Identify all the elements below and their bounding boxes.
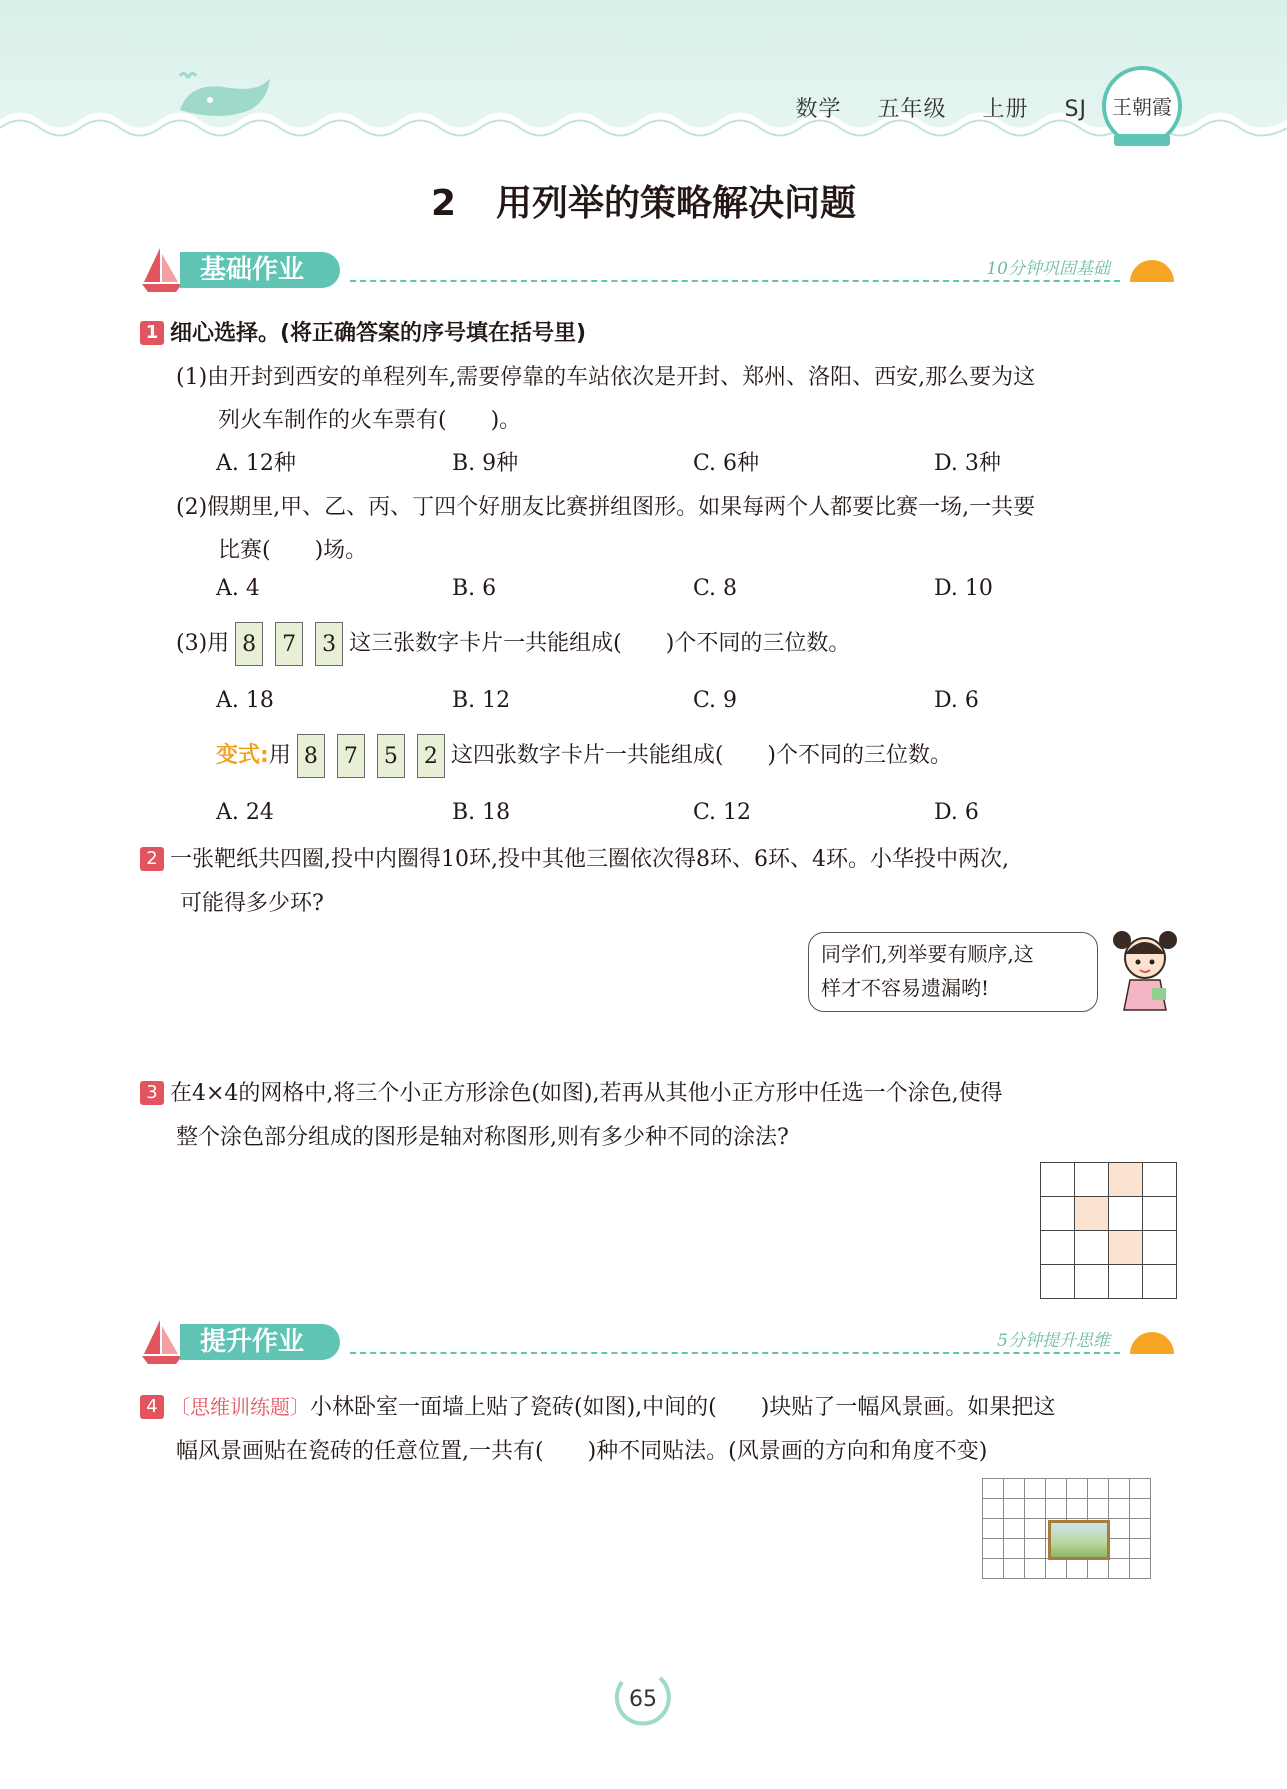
q1-variant-line <box>216 734 952 778</box>
variant-suffix: 这四张数字卡片一共能组成( )个不同的三位数。 <box>450 743 952 768</box>
q1-p1-option-a[interactable]: A. 12种 <box>216 451 296 476</box>
tile-cell <box>1067 1499 1088 1519</box>
landscape-painting <box>1048 1520 1110 1560</box>
tile-cell <box>1046 1499 1067 1519</box>
q1-stem <box>140 316 586 347</box>
q2-text-line1: 一张靶纸共四圈,投中内圈得10环,投中其他三圈依次得8环、6环、4环。小华投中两次, <box>170 847 1009 872</box>
tile-cell <box>983 1519 1004 1539</box>
page-title <box>0 175 1287 226</box>
digit-card: 8 <box>297 734 325 778</box>
q1-p3-option-b[interactable]: B. 12 <box>452 688 511 713</box>
variant-prefix: 用 <box>268 743 291 768</box>
q2-line1 <box>140 842 1009 873</box>
volume-label: 上册 <box>982 97 1029 122</box>
tile-cell <box>1025 1559 1046 1579</box>
q2-number: 2 <box>140 847 164 871</box>
variant-label: 变式: <box>216 743 269 768</box>
basic-section-label: 基础作业 <box>180 252 340 288</box>
edition-label: SJ <box>1064 97 1087 122</box>
whale-icon <box>170 70 280 125</box>
digit-card: 2 <box>417 734 445 778</box>
page-number: 65 <box>629 1687 657 1712</box>
q1-p3-prefix: (3)用 <box>176 631 230 656</box>
q3-number: 3 <box>140 1081 164 1105</box>
girl-character-icon <box>1110 928 1180 1014</box>
grid-cell-shaded <box>1109 1231 1143 1265</box>
tile-cell <box>1025 1479 1046 1499</box>
grid-cell-shaded <box>1075 1197 1109 1231</box>
variant-option-a[interactable]: A. 24 <box>216 800 274 825</box>
digit-card: 7 <box>275 622 303 666</box>
section-divider <box>350 1352 1120 1354</box>
grid-cell <box>1109 1265 1143 1299</box>
tile-cell <box>1046 1559 1067 1579</box>
variant-option-b[interactable]: B. 18 <box>452 800 511 825</box>
sun-icon <box>1124 254 1180 284</box>
q1-p2-option-c[interactable]: C. 8 <box>693 576 738 601</box>
four-by-four-grid <box>1040 1162 1177 1299</box>
tile-cell <box>1004 1519 1025 1539</box>
grid-cell <box>1041 1163 1075 1197</box>
subject-label: 数学 <box>795 97 842 122</box>
digit-card: 3 <box>315 622 343 666</box>
q1-p3-option-c[interactable]: C. 9 <box>693 688 738 713</box>
grid-cell <box>1143 1265 1177 1299</box>
sun-icon <box>1124 1326 1180 1356</box>
q1-p2-line2: 比赛( )场。 <box>218 538 368 563</box>
variant-option-d[interactable]: D. 6 <box>934 800 979 825</box>
tile-cell <box>1130 1539 1151 1559</box>
grid-cell <box>1075 1231 1109 1265</box>
tile-cell <box>1004 1499 1025 1519</box>
tile-cell <box>983 1479 1004 1499</box>
q1-p1-line1: (1)由开封到西安的单程列车,需要停靠的车站依次是开封、郑州、洛阳、西安,那么要为这 <box>176 365 1036 390</box>
q1-p3-line <box>176 622 850 666</box>
brand-name: 王朝霞 <box>1112 95 1172 119</box>
hint-line2: 样才不容易遗漏哟! <box>821 976 990 1000</box>
tile-cell <box>1109 1539 1130 1559</box>
grid-cell <box>1041 1197 1075 1231</box>
q4-line1 <box>140 1390 1055 1421</box>
q4-tag: 〔思维训练题〕 <box>170 1395 310 1419</box>
q1-p3-option-a[interactable]: A. 18 <box>216 688 274 713</box>
tile-cell <box>1004 1539 1025 1559</box>
grade-label: 五年级 <box>877 97 947 122</box>
q4-text-line1: 小林卧室一面墙上贴了瓷砖(如图),中间的( )块贴了一幅风景画。如果把这 <box>310 1395 1056 1420</box>
sailboat-icon <box>140 1318 184 1366</box>
grid-cell <box>1075 1163 1109 1197</box>
q1-p2-option-d[interactable]: D. 10 <box>934 576 993 601</box>
q1-p2-option-a[interactable]: A. 4 <box>216 576 260 601</box>
tile-cell <box>1109 1479 1130 1499</box>
hint-speech-bubble <box>808 932 1098 1012</box>
tile-cell <box>1130 1519 1151 1539</box>
tile-cell <box>983 1559 1004 1579</box>
section-divider <box>350 280 1120 282</box>
advanced-section-note: 5分钟提升思维 <box>997 1331 1110 1351</box>
tile-cell <box>983 1539 1004 1559</box>
tile-cell <box>1067 1479 1088 1499</box>
advanced-section-label: 提升作业 <box>180 1324 340 1360</box>
tile-cell <box>1109 1559 1130 1579</box>
grid-cell <box>1041 1265 1075 1299</box>
basic-section-banner <box>140 246 1180 294</box>
lesson-number: 2 <box>430 183 457 224</box>
grid-cell <box>1109 1197 1143 1231</box>
grid-cell <box>1143 1231 1177 1265</box>
q1-p2-line1: (2)假期里,甲、乙、丙、丁四个好朋友比赛拼组图形。如果每两个人都要比赛一场,一共要 <box>176 495 1036 520</box>
digit-card: 7 <box>337 734 365 778</box>
variant-option-c[interactable]: C. 12 <box>693 800 752 825</box>
q1-p1-option-d[interactable]: D. 3种 <box>934 451 1001 476</box>
tile-cell <box>1004 1479 1025 1499</box>
q4-line2: 幅风景画贴在瓷砖的任意位置,一共有( )种不同贴法。(风景画的方向和角度不变) <box>176 1439 988 1464</box>
tile-cell <box>1130 1499 1151 1519</box>
q1-p1-option-b[interactable]: B. 9种 <box>452 451 519 476</box>
tile-cell <box>1088 1559 1109 1579</box>
tile-cell <box>1046 1479 1067 1499</box>
q3-line2: 整个涂色部分组成的图形是轴对称图形,则有多少种不同的涂法? <box>176 1125 789 1150</box>
q1-p2-option-b[interactable]: B. 6 <box>452 576 497 601</box>
grid-cell-shaded <box>1109 1163 1143 1197</box>
grid-cell <box>1143 1197 1177 1231</box>
q4-number: 4 <box>140 1395 164 1419</box>
digit-card: 8 <box>235 622 263 666</box>
brand-logo <box>1100 60 1184 152</box>
grid-cell <box>1075 1265 1109 1299</box>
tile-cell <box>1109 1499 1130 1519</box>
basic-section-note: 10分钟巩固基础 <box>986 259 1110 279</box>
q3-text-line1: 在4×4的网格中,将三个小正方形涂色(如图),若再从其他小正方形中任选一个涂色,使得 <box>170 1081 1003 1106</box>
hint-line1: 同学们,列举要有顺序,这 <box>821 942 1034 966</box>
tile-cell <box>1025 1499 1046 1519</box>
book-info <box>778 92 1088 123</box>
q1-p1-option-c[interactable]: C. 6种 <box>693 451 760 476</box>
q2-line2: 可能得多少环? <box>180 891 324 916</box>
tile-cell <box>1109 1519 1130 1539</box>
tile-cell <box>1088 1479 1109 1499</box>
q1-number: 1 <box>140 321 164 345</box>
tile-cell <box>1088 1499 1109 1519</box>
tile-cell <box>983 1499 1004 1519</box>
q1-p1-line2: 列火车制作的火车票有( )。 <box>218 408 522 433</box>
tile-cell <box>1130 1559 1151 1579</box>
q1-p3-option-d[interactable]: D. 6 <box>934 688 979 713</box>
q1-stem-text: 细心选择。(将正确答案的序号填在括号里) <box>170 321 587 346</box>
tile-cell <box>1025 1519 1046 1539</box>
advanced-section-banner <box>140 1318 1180 1366</box>
digit-card: 5 <box>377 734 405 778</box>
sailboat-icon <box>140 246 184 294</box>
tile-cell <box>1025 1539 1046 1559</box>
tile-cell <box>1004 1559 1025 1579</box>
grid-cell <box>1143 1163 1177 1197</box>
q3-line1 <box>140 1076 1003 1107</box>
q1-p3-suffix: 这三张数字卡片一共能组成( )个不同的三位数。 <box>349 631 851 656</box>
grid-cell <box>1041 1231 1075 1265</box>
tile-cell <box>1067 1559 1088 1579</box>
tile-cell <box>1130 1479 1151 1499</box>
lesson-title: 用列举的策略解决问题 <box>496 183 857 224</box>
